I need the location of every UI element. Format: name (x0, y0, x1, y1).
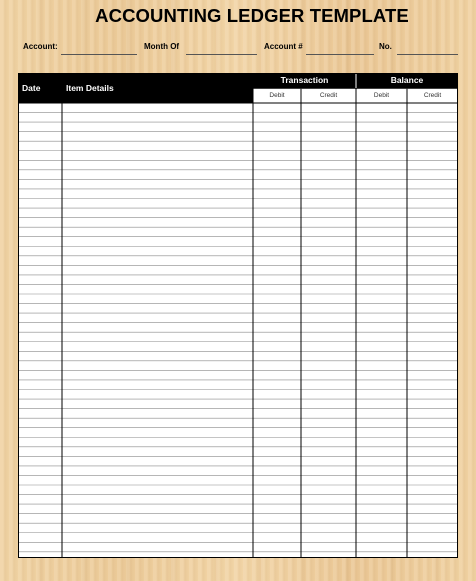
month-of-field[interactable] (186, 54, 257, 55)
number-label: No. (379, 42, 392, 51)
subheader-transaction-credit: Credit (319, 92, 338, 99)
account-field[interactable] (61, 54, 137, 55)
month-of-label: Month Of (144, 42, 180, 51)
group-header-transaction: Transaction (280, 75, 329, 85)
account-number-field[interactable] (306, 54, 374, 55)
account-label: Account: (23, 42, 58, 51)
column-header-date: Date (22, 83, 41, 93)
number-field[interactable] (397, 54, 458, 55)
ledger-table (18, 73, 458, 558)
group-header-balance: Balance (390, 75, 424, 85)
subheader-balance-debit: Debit (373, 92, 390, 99)
ledger-grid (18, 73, 458, 558)
account-number-label: Account # (264, 42, 303, 51)
column-header-item-details: Item Details (66, 83, 114, 93)
subheader-transaction-debit: Debit (269, 92, 285, 99)
page-title: ACCOUNTING LEDGER TEMPLATE (95, 5, 409, 26)
subheader-balance-credit: Credit (423, 92, 442, 99)
